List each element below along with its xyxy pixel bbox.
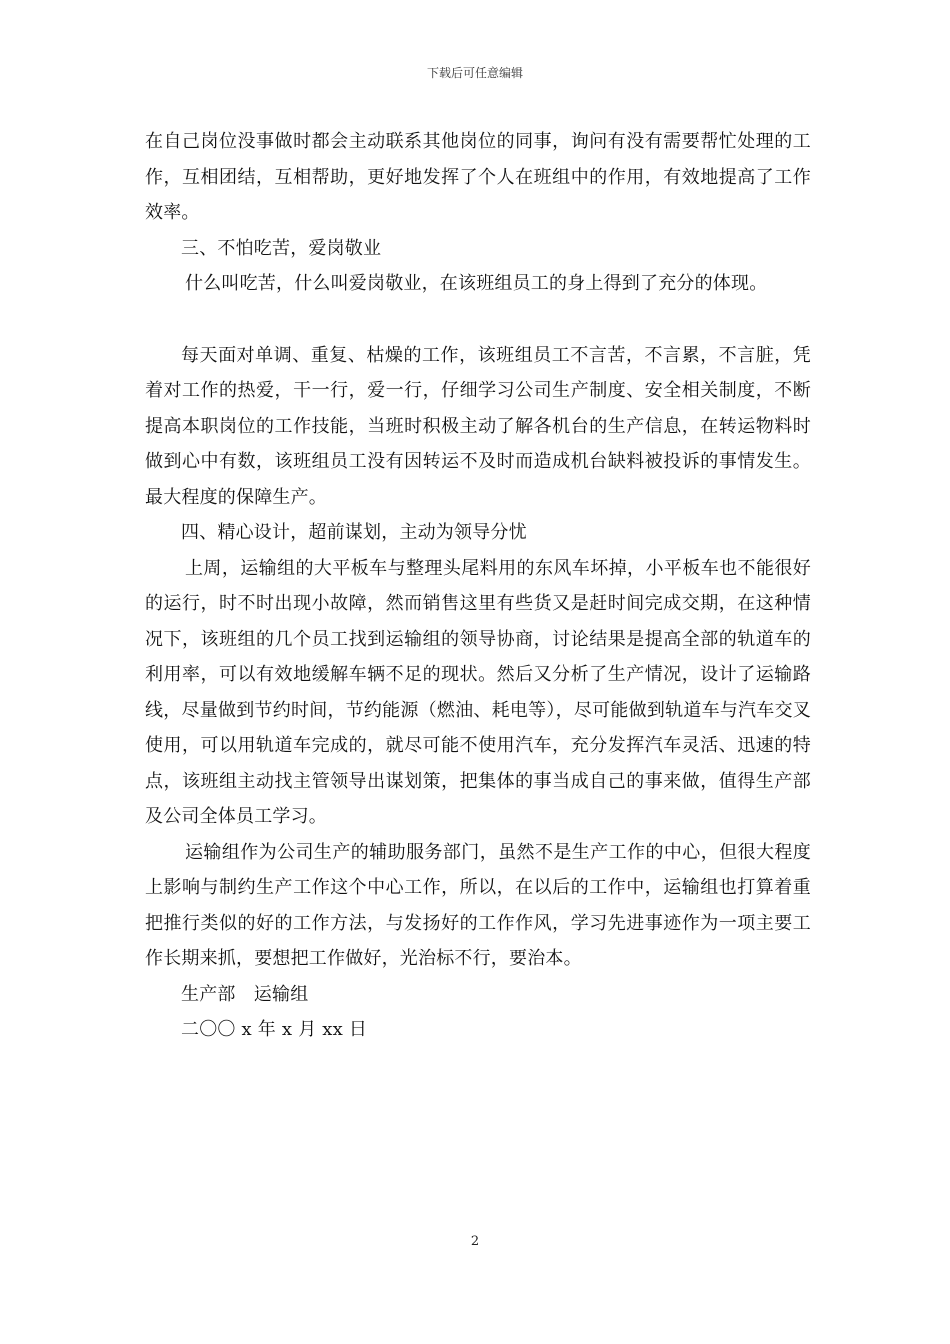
paragraph-conclusion: 运输组作为公司生产的辅助服务部门，虽然不是生产工作的中心，但很大程度上影响与制约生产工作这个中心工作，所以，在以后的工作中，运输组也打算着重把推行类似的好的工作方法，与发扬好的工作作风，学习先进事迹作为一项主要工作长期来抓，要想把工作做好，光治标不行，要治本。 bbox=[145, 841, 811, 969]
paragraph-gap bbox=[145, 302, 811, 338]
page-header: 下载后可任意编辑 bbox=[426, 66, 523, 80]
section-heading-4: 四、精心设计，超前谋划，主动为领导分忧 bbox=[181, 522, 527, 543]
paragraph-vehicle-planning: 上周，运输组的大平板车与整理头尾料用的东风车坏掉，小平板车也不能很好的运行，时不时出现小故障，然而销售这里有些货又是赶时间完成交期，在这种情况下，该班组的几个员工找到运输组的领导协商，讨论结果是提高全部的轨道车的利用率，可以有效地缓解车辆不足的现状。然后又分析了生产情况，设计了运输路线，尽量做到节约时间，节约能源（燃油、耗电等），尽可能做到轨道车与汽车交叉使用，可以用轨道车完成的，就尽可能不使用汽车，充分发挥汽车灵活、迅速的特点，该班组主动找主管领导出谋划策，把集体的事当成自己的事来做，值得生产部及公司全体员工学习。 bbox=[145, 557, 811, 827]
paragraph-daily-work: 每天面对单调、重复、枯燥的工作，该班组员工不言苦，不言累，不言脏，凭着对工作的热爱，干一行，爱一行，仔细学习公司生产制度、安全相关制度，不断提高本职岗位的工作技能，当班时积极主动了解各机台的生产信息，在转运物料时做到心中有数，该班组员工没有因转运不及时而造成机台缺料被投诉的事情发生。最大程度的保障生产。 bbox=[145, 344, 811, 508]
paragraph-cooperation: 在自己岗位没事做时都会主动联系其他岗位的同事，询问有没有需要帮忙处理的工作，互相团结，互相帮助，更好地发挥了个人在班组中的作用，有效地提高了工作效率。 bbox=[145, 131, 811, 223]
signature-department: 生产部 运输组 bbox=[181, 983, 309, 1005]
paragraph-hardship-intro: 什么叫吃苦，什么叫爱岗敬业，在该班组员工的身上得到了充分的体现。 bbox=[185, 273, 768, 294]
document-body bbox=[145, 124, 811, 1048]
section-heading-3: 三、不怕吃苦，爱岗敬业 bbox=[181, 237, 382, 259]
page-number: 2 bbox=[470, 1234, 480, 1249]
signature-date: 二〇〇 x 年 x 月 xx 日 bbox=[181, 1019, 368, 1040]
